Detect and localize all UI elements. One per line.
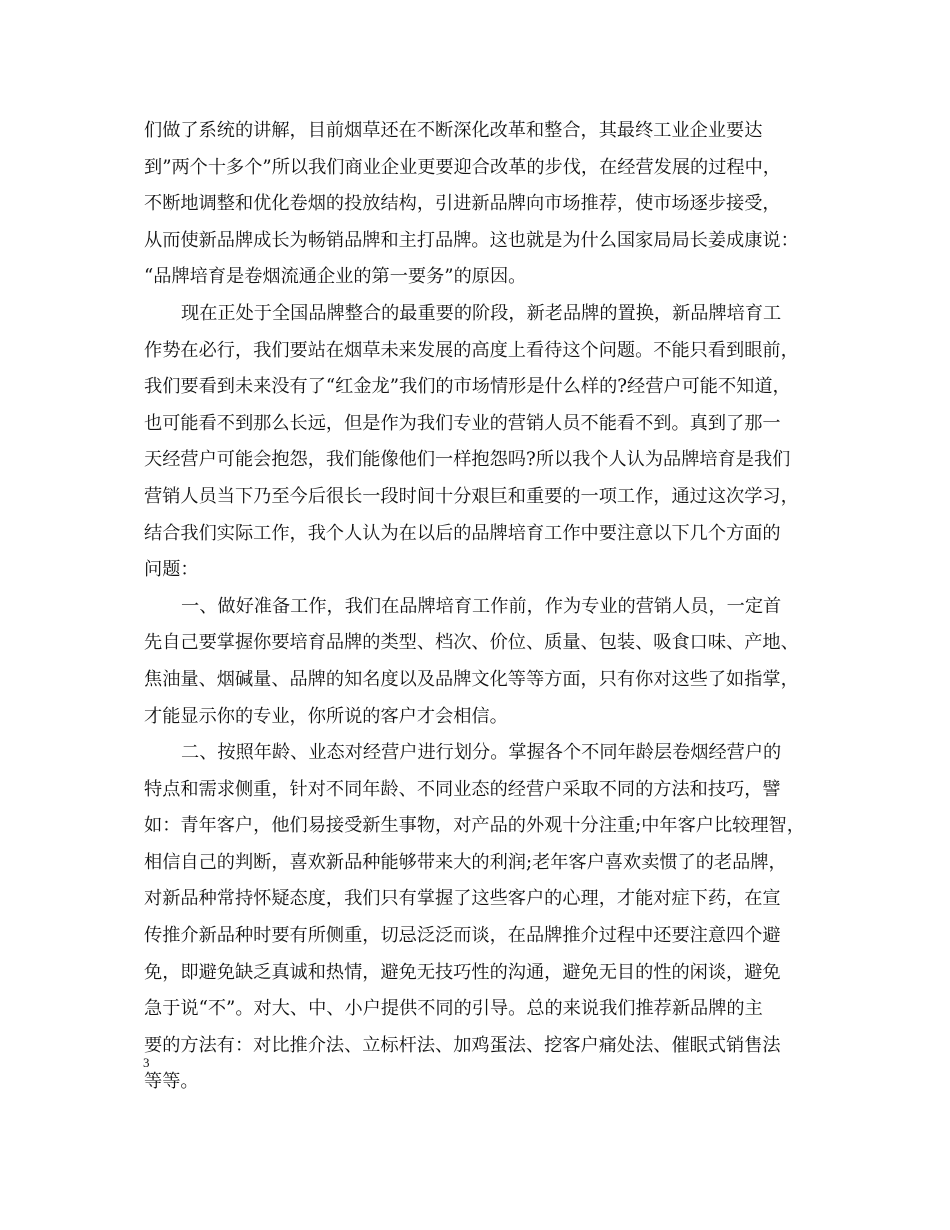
text-line: 焦油量、烟碱量、品牌的知名度以及品牌文化等等方面，只有你对这些了如指掌， — [144, 668, 799, 690]
text-line: 作势在必行，我们要站在烟草未来发展的高度上看待这个问题。不能只看到眼前， — [144, 339, 799, 361]
text-line: 二、按照年龄、业态对经营户进行划分。掌握各个不同年龄层卷烟经营户的 — [181, 742, 782, 764]
text-line: 急于说“不”。对大、中、小户提供不同的引导。总的来说我们推荐新品牌的主 — [144, 998, 763, 1020]
text-line: 也可能看不到那么长远，但是作为我们专业的营销人员不能看不到。真到了那一 — [144, 412, 781, 434]
page-number: 3 — [143, 1055, 150, 1070]
text-line: 传推介新品种时要有所侧重，切忌泛泛而谈，在品牌推介过程中还要注意四个避 — [144, 925, 781, 947]
text-line: 结合我们实际工作，我个人认为在以后的品牌培育工作中要注意以下几个方面的 — [144, 522, 781, 544]
text-line: 要的方法有：对比推介法、立标杆法、加鸡蛋法、挖客户痛处法、催眠式销售法 — [144, 1034, 781, 1056]
text-line: 如：青年客户，他们易接受新生事物，对产品的外观十分注重;中年客户比较理智， — [144, 815, 805, 837]
text-line: 特点和需求侧重，针对不同年龄、不同业态的经营户采取不同的方法和技巧，譬 — [144, 778, 781, 800]
text-line: 免，即避免缺乏真诚和热情，避免无技巧性的沟通，避免无目的性的闲谈，避免 — [144, 961, 781, 983]
body-text — [144, 113, 824, 1101]
text-line: 才能显示你的专业，你所说的客户才会相信。 — [144, 705, 508, 727]
text-line: 现在正处于全国品牌整合的最重要的阶段，新老品牌的置换，新品牌培育工 — [181, 302, 782, 324]
text-line: 到”两个十多个”所以我们商业企业更要迎合改革的步伐，在经营发展的过程中， — [144, 156, 781, 178]
text-line: 营销人员当下乃至今后很长一段时间十分艰巨和重要的一项工作，通过这次学习， — [144, 485, 799, 507]
text-line: 天经营户可能会抱怨，我们能像他们一样抱怨吗?所以我个人认为品牌培育是我们 — [144, 449, 791, 471]
text-line: 等等。 — [144, 1071, 199, 1093]
text-line: 从而使新品牌成长为畅销品牌和主打品牌。这也就是为什么国家局局长姜成康说： — [144, 229, 799, 251]
text-line: 不断地调整和优化卷烟的投放结构，引进新品牌向市场推荐，使市场逐步接受， — [144, 193, 781, 215]
text-line: 问题： — [144, 559, 199, 581]
text-line: 对新品种常持怀疑态度，我们只有掌握了这些客户的心理，才能对症下药，在宣 — [144, 888, 781, 910]
text-line: “品牌培育是卷烟流通企业的第一要务”的原因。 — [144, 266, 527, 288]
text-line: 我们要看到未来没有了“红金龙”我们的市场情形是什么样的?经营户可能不知道， — [144, 376, 791, 398]
text-line: 相信自己的判断，喜欢新品种能够带来大的利润;老年客户喜欢卖惯了的老品牌， — [144, 851, 787, 873]
text-line: 们做了系统的讲解，目前烟草还在不断深化改革和整合，其最终工业企业要达 — [144, 120, 763, 141]
text-line: 先自己要掌握你要培育品牌的类型、档次、价位、质量、包装、吸食口味、产地、 — [144, 632, 799, 654]
text-line: 一、做好准备工作，我们在品牌培育工作前，作为专业的营销人员，一定首 — [181, 595, 782, 617]
